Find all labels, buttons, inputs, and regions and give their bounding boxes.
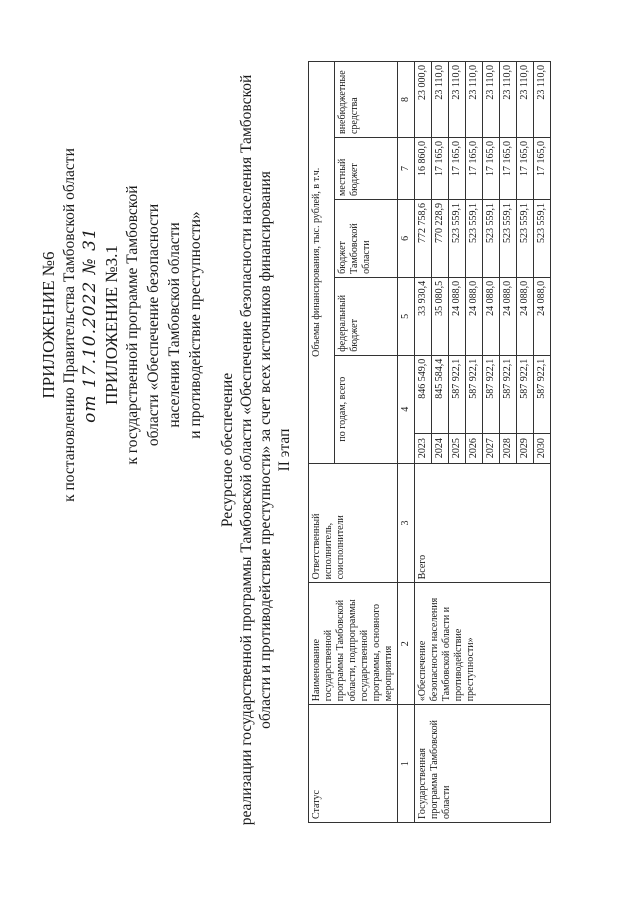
federal-cell: 24 088,0 [500,277,517,355]
program-line-3: населения Тамбовской области [166,222,183,428]
regional-cell: 523 559,1 [483,199,500,277]
program-line-2: области «Обеспечение безопасности [145,203,162,447]
title-line-3: области и противодействие преступности» за счет всех источников финансирования [257,171,274,729]
regional-cell: 523 559,1 [500,199,517,277]
document-title [218,35,294,865]
header-by-year: по годам, всего [335,355,398,463]
year-cell: 2024 [432,433,449,463]
extra-cell: 23 000,0 [415,62,432,138]
federal-cell: 24 088,0 [449,277,466,355]
regional-cell: 772 758,6 [415,199,432,277]
local-cell: 17 165,0 [432,138,449,200]
appendix-title: ПРИЛОЖЕНИЕ №6 [39,251,58,399]
total-cell: 587 922,1 [517,355,534,433]
header-volumes: Объемы финансирования, тыс. рублей, в т.ч. [309,62,335,464]
federal-cell: 24 088,0 [534,277,551,355]
header-row-1 [309,62,335,823]
total-cell: 587 922,1 [449,355,466,433]
header-extra: внебюджетные средства [335,62,398,138]
regional-cell: 523 559,1 [517,199,534,277]
year-cell: 2023 [415,433,432,463]
total-cell: 587 922,1 [534,355,551,433]
title-line-4: II этап [276,428,293,472]
header-name: Наименование государственной программы Тамбовской области, подпрограммы государственной программы, основного мероприятия [309,583,398,705]
title-line-2: реализации государственной программы Тамбовской области «Обеспечение безопасности населения Тамбовской [238,74,255,826]
appendix-header [38,110,206,540]
regional-cell: 523 559,1 [534,199,551,277]
resolution-line: к постановлению Правительства Тамбовской области [61,148,78,502]
column-number-row [398,62,415,823]
program-line-1: к государственной программе Тамбовской [124,185,141,465]
local-cell: 17 165,0 [534,138,551,200]
year-cell: 2027 [483,433,500,463]
extra-cell: 23 110,0 [466,62,483,138]
federal-cell: 24 088,0 [466,277,483,355]
local-cell: 16 860,0 [415,138,432,200]
appendix-subtitle: ПРИЛОЖЕНИЕ №3.1 [102,245,121,405]
local-cell: 17 165,0 [466,138,483,200]
status-cell: Государственная программа Тамбовской области [415,705,551,823]
header-federal: федеральный бюджет [335,277,398,355]
col-number: 8 [398,62,415,138]
federal-cell: 35 080,5 [432,277,449,355]
col-number: 4 [398,355,415,463]
year-cell: 2025 [449,433,466,463]
total-cell: 587 922,1 [500,355,517,433]
col-number: 7 [398,138,415,200]
local-cell: 17 165,0 [483,138,500,200]
regional-cell: 770 228,9 [432,199,449,277]
total-cell: 845 584,4 [432,355,449,433]
total-cell: 846 549,0 [415,355,432,433]
extra-cell: 23 110,0 [534,62,551,138]
local-cell: 17 165,0 [500,138,517,200]
title-line-1: Ресурсное обеспечение [219,372,236,528]
program-name-cell: «Обеспечение безопасности населения Тамбовской области и противодействие преступности» [415,583,551,705]
col-number: 6 [398,199,415,277]
year-cell: 2028 [500,433,517,463]
extra-cell: 23 110,0 [517,62,534,138]
table-row [415,62,432,823]
regional-cell: 523 559,1 [449,199,466,277]
header-local: местный бюджет [335,138,398,200]
total-cell: 587 922,1 [466,355,483,433]
program-line-4: и противодействие преступности» [187,211,204,439]
year-cell: 2026 [466,433,483,463]
col-number: 3 [398,463,415,583]
extra-cell: 23 110,0 [432,62,449,138]
extra-cell: 23 110,0 [449,62,466,138]
col-number: 2 [398,583,415,705]
year-cell: 2029 [517,433,534,463]
federal-cell: 24 088,0 [517,277,534,355]
year-cell: 2030 [534,433,551,463]
header-regional: бюджет Тамбовской области [335,199,398,277]
extra-cell: 23 110,0 [483,62,500,138]
executor-cell: Всего [415,463,551,583]
col-number: 5 [398,277,415,355]
header-status: Статус [309,705,398,823]
col-number: 1 [398,705,415,823]
extra-cell: 23 110,0 [500,62,517,138]
local-cell: 17 165,0 [449,138,466,200]
regional-cell: 523 559,1 [466,199,483,277]
federal-cell: 24 088,0 [483,277,500,355]
total-cell: 587 922,1 [483,355,500,433]
handwritten-date-number: от 17.10.2022 № 31 [80,227,100,423]
resource-table [308,61,551,823]
header-executor: Ответственный исполнитель, соисполнители [309,463,398,583]
federal-cell: 33 930,4 [415,277,432,355]
local-cell: 17 165,0 [517,138,534,200]
